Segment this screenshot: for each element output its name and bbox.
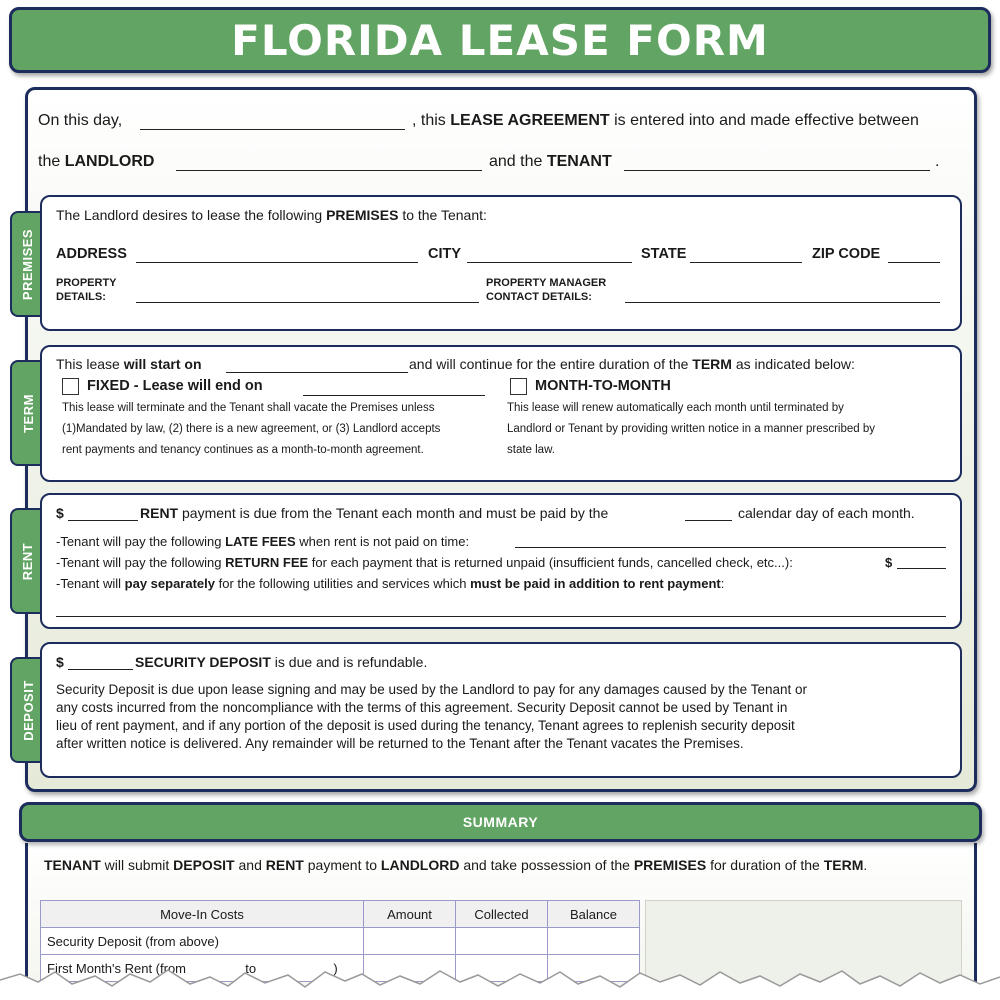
deposit-amount-field[interactable] xyxy=(68,669,133,670)
tab-deposit: DEPOSIT xyxy=(10,657,44,763)
title-banner xyxy=(9,7,991,73)
term-start-text: This lease will start on xyxy=(56,356,202,372)
lease-end-date-field[interactable] xyxy=(303,395,485,396)
tab-term: TERM xyxy=(10,360,44,466)
city-field[interactable] xyxy=(467,262,632,263)
header-amount: Amount xyxy=(364,901,456,928)
header-move-in-costs: Move-In Costs xyxy=(41,901,364,928)
utilities-field[interactable] xyxy=(56,616,946,617)
intro-line1-prefix: On this day, xyxy=(38,112,123,129)
property-details-field[interactable] xyxy=(136,302,479,303)
rent-due-text: RENT payment is due from the Tenant each month and must be paid by the xyxy=(140,505,609,521)
page-title: FLORIDA LEASE FORM xyxy=(231,15,769,65)
cell-collected[interactable] xyxy=(456,928,548,955)
address-field[interactable] xyxy=(136,262,418,263)
summary-header: SUMMARY xyxy=(19,802,982,842)
intro-line2-tenant: and the TENANT xyxy=(489,153,612,170)
month-to-month-checkbox[interactable] xyxy=(510,378,527,395)
month-to-month-description: This lease will renew automatically each month until terminated by Landlord or Tenant by providing written notice in a manner prescribed by state law. xyxy=(507,402,875,456)
row-first-month-rent: First Month's Rent (from to ) xyxy=(41,955,364,982)
agreement-date-field[interactable] xyxy=(140,129,405,130)
deposit-refundable-text: SECURITY DEPOSIT is due and is refundable. xyxy=(135,654,428,670)
term-duration-text: and will continue for the entire duration of the TERM as indicated below: xyxy=(409,356,855,372)
fixed-term-description: This lease will terminate and the Tenant shall vacate the Premises unless (1)Mandated by law, (2) there is a new agreement, or (3) Landlord accepts rent payments and tenancy continues as a month-to-month agreement. xyxy=(62,402,441,456)
deposit-paragraph: Security Deposit is due upon lease signing and may be used by the Landlord to pay for any damages caused by the Tenant or any costs incurred from the noncompliance with the terms of this agreement. Security Deposit cannot be used by Tenant in lieu of rent payment, and if any portion of the deposit is used during the tenancy, Tenant agrees to replenish security deposit after written notice is delivered. Any remainder will be returned to the Tenant after the Tenant vacates the Premises. xyxy=(56,682,807,751)
rent-calendar-text: calendar day of each month. xyxy=(738,505,915,521)
property-manager-label: PROPERTY MANAGER CONTACT DETAILS: xyxy=(486,277,607,303)
intro-line2-period: . xyxy=(935,153,940,170)
state-field[interactable] xyxy=(690,262,802,263)
month-to-month-label: MONTH-TO-MONTH xyxy=(535,378,671,394)
tab-rent: RENT xyxy=(10,508,44,614)
fixed-term-checkbox[interactable] xyxy=(62,378,79,395)
cell-amount[interactable] xyxy=(364,928,456,955)
rent-due-day-field[interactable] xyxy=(685,520,732,521)
tenant-name-field[interactable] xyxy=(624,170,930,171)
utilities-text: -Tenant will pay separately for the following utilities and services which must be paid in addition to rent payment: xyxy=(56,576,725,591)
zip-field[interactable] xyxy=(888,262,940,263)
summary-statement: TENANT will submit DEPOSIT and RENT payment to LANDLORD and take possession of the PREMISES for duration of the TERM. xyxy=(44,857,868,873)
fixed-term-label: FIXED - Lease will end on xyxy=(87,378,263,394)
address-label: ADDRESS xyxy=(56,246,127,262)
zip-label: ZIP CODE xyxy=(812,246,881,262)
city-label: CITY xyxy=(428,246,462,262)
return-fee-text: -Tenant will pay the following RETURN FEE for each payment that is returned unpaid (insufficient funds, cancelled check, etc...): xyxy=(56,555,793,570)
property-manager-field[interactable] xyxy=(625,302,940,303)
deposit-dollar-sign: $ xyxy=(56,654,64,670)
premises-description: The Landlord desires to lease the following PREMISES to the Tenant: xyxy=(56,207,487,223)
row-security-deposit: Security Deposit (from above) xyxy=(41,928,364,955)
return-fee-field[interactable] xyxy=(897,568,946,569)
intro-line2-landlord: the LANDLORD xyxy=(38,153,155,170)
table-row xyxy=(41,928,640,955)
table-header-row xyxy=(41,901,640,928)
tab-premises: PREMISES xyxy=(10,211,44,317)
rent-dollar-sign: $ xyxy=(56,505,64,521)
late-fees-text: -Tenant will pay the following LATE FEES when rent is not paid on time: xyxy=(56,534,470,549)
intro-line1-text: , this LEASE AGREEMENT is entered into and made effective between xyxy=(412,112,919,129)
state-label: STATE xyxy=(641,246,687,262)
late-fees-field[interactable] xyxy=(515,547,946,548)
return-fee-dollar: $ xyxy=(885,555,893,570)
lease-start-date-field[interactable] xyxy=(226,372,408,373)
property-details-label: PROPERTY DETAILS: xyxy=(56,277,117,303)
rent-amount-field[interactable] xyxy=(68,520,138,521)
landlord-name-field[interactable] xyxy=(176,170,482,171)
header-collected: Collected xyxy=(456,901,548,928)
cell-balance[interactable] xyxy=(548,928,640,955)
header-balance: Balance xyxy=(548,901,640,928)
torn-edge xyxy=(0,962,1000,1000)
